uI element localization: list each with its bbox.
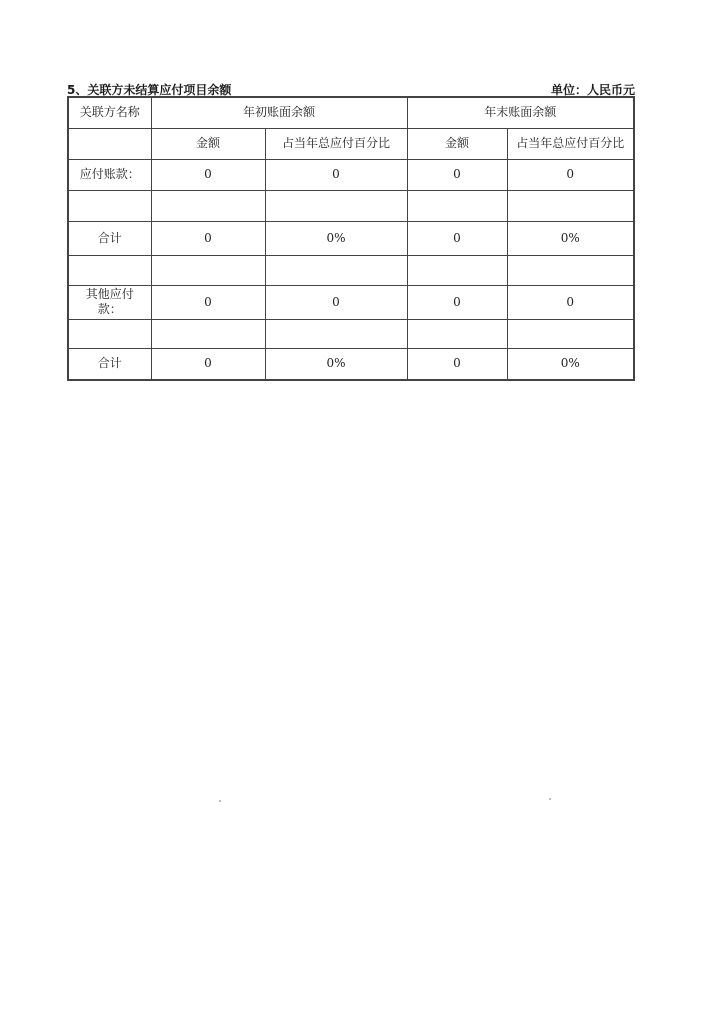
scan-speck xyxy=(549,798,551,800)
group-header-closing: 年末账面余额 xyxy=(407,97,634,128)
table-cell: 0 xyxy=(507,285,634,319)
row-label xyxy=(68,319,151,348)
table-cell: 0% xyxy=(507,221,634,255)
table-cell: 0 xyxy=(507,159,634,190)
table-row xyxy=(68,190,634,221)
payables-table xyxy=(67,96,635,381)
table-row xyxy=(68,285,634,319)
corner-header: 关联方名称 xyxy=(68,97,151,128)
table-row xyxy=(68,255,634,285)
table-cell: 0% xyxy=(265,348,407,380)
table-cell: 0 xyxy=(151,221,265,255)
row-label xyxy=(68,255,151,285)
row-label: 应付账款： xyxy=(68,159,151,190)
table-cell: 0 xyxy=(265,285,407,319)
table-cell xyxy=(407,255,507,285)
table-row xyxy=(68,159,634,190)
row-label xyxy=(68,190,151,221)
table-cell xyxy=(407,319,507,348)
table-cell xyxy=(151,190,265,221)
table-row xyxy=(68,319,634,348)
sub-header-opening-percent: 占当年总应付百分比 xyxy=(265,128,407,159)
sub-header-opening-amount: 金额 xyxy=(151,128,265,159)
table-cell xyxy=(507,190,634,221)
table-cell: 0 xyxy=(407,221,507,255)
table-cell xyxy=(265,319,407,348)
table-cell: 0 xyxy=(151,159,265,190)
row-label: 合计 xyxy=(68,348,151,380)
table-cell xyxy=(265,255,407,285)
table-cell xyxy=(507,319,634,348)
table-row xyxy=(68,221,634,255)
table-cell: 0 xyxy=(407,348,507,380)
table-cell: 0 xyxy=(151,348,265,380)
table-cell xyxy=(507,255,634,285)
corner-blank xyxy=(68,128,151,159)
table-cell xyxy=(407,190,507,221)
sub-header-closing-percent: 占当年总应付百分比 xyxy=(507,128,634,159)
row-label: 其他应付款： xyxy=(68,285,151,319)
group-header-opening: 年初账面余额 xyxy=(151,97,407,128)
section-heading xyxy=(67,81,635,97)
table-cell xyxy=(265,190,407,221)
table-row xyxy=(68,348,634,380)
table-cell xyxy=(151,255,265,285)
currency-unit: 单位：人民币元 xyxy=(550,83,635,97)
table-cell: 0 xyxy=(407,159,507,190)
table-cell: 0 xyxy=(407,285,507,319)
table-cell: 0% xyxy=(265,221,407,255)
table-cell xyxy=(151,319,265,348)
table-cell: 0 xyxy=(265,159,407,190)
scan-speck xyxy=(219,800,221,802)
section-title: 5、关联方未结算应付项目余额 xyxy=(67,83,232,97)
header-row-2 xyxy=(68,128,634,159)
sub-header-closing-amount: 金额 xyxy=(407,128,507,159)
table-cell: 0 xyxy=(151,285,265,319)
table-cell: 0% xyxy=(507,348,634,380)
row-label: 合计 xyxy=(68,221,151,255)
header-row-1 xyxy=(68,97,634,128)
